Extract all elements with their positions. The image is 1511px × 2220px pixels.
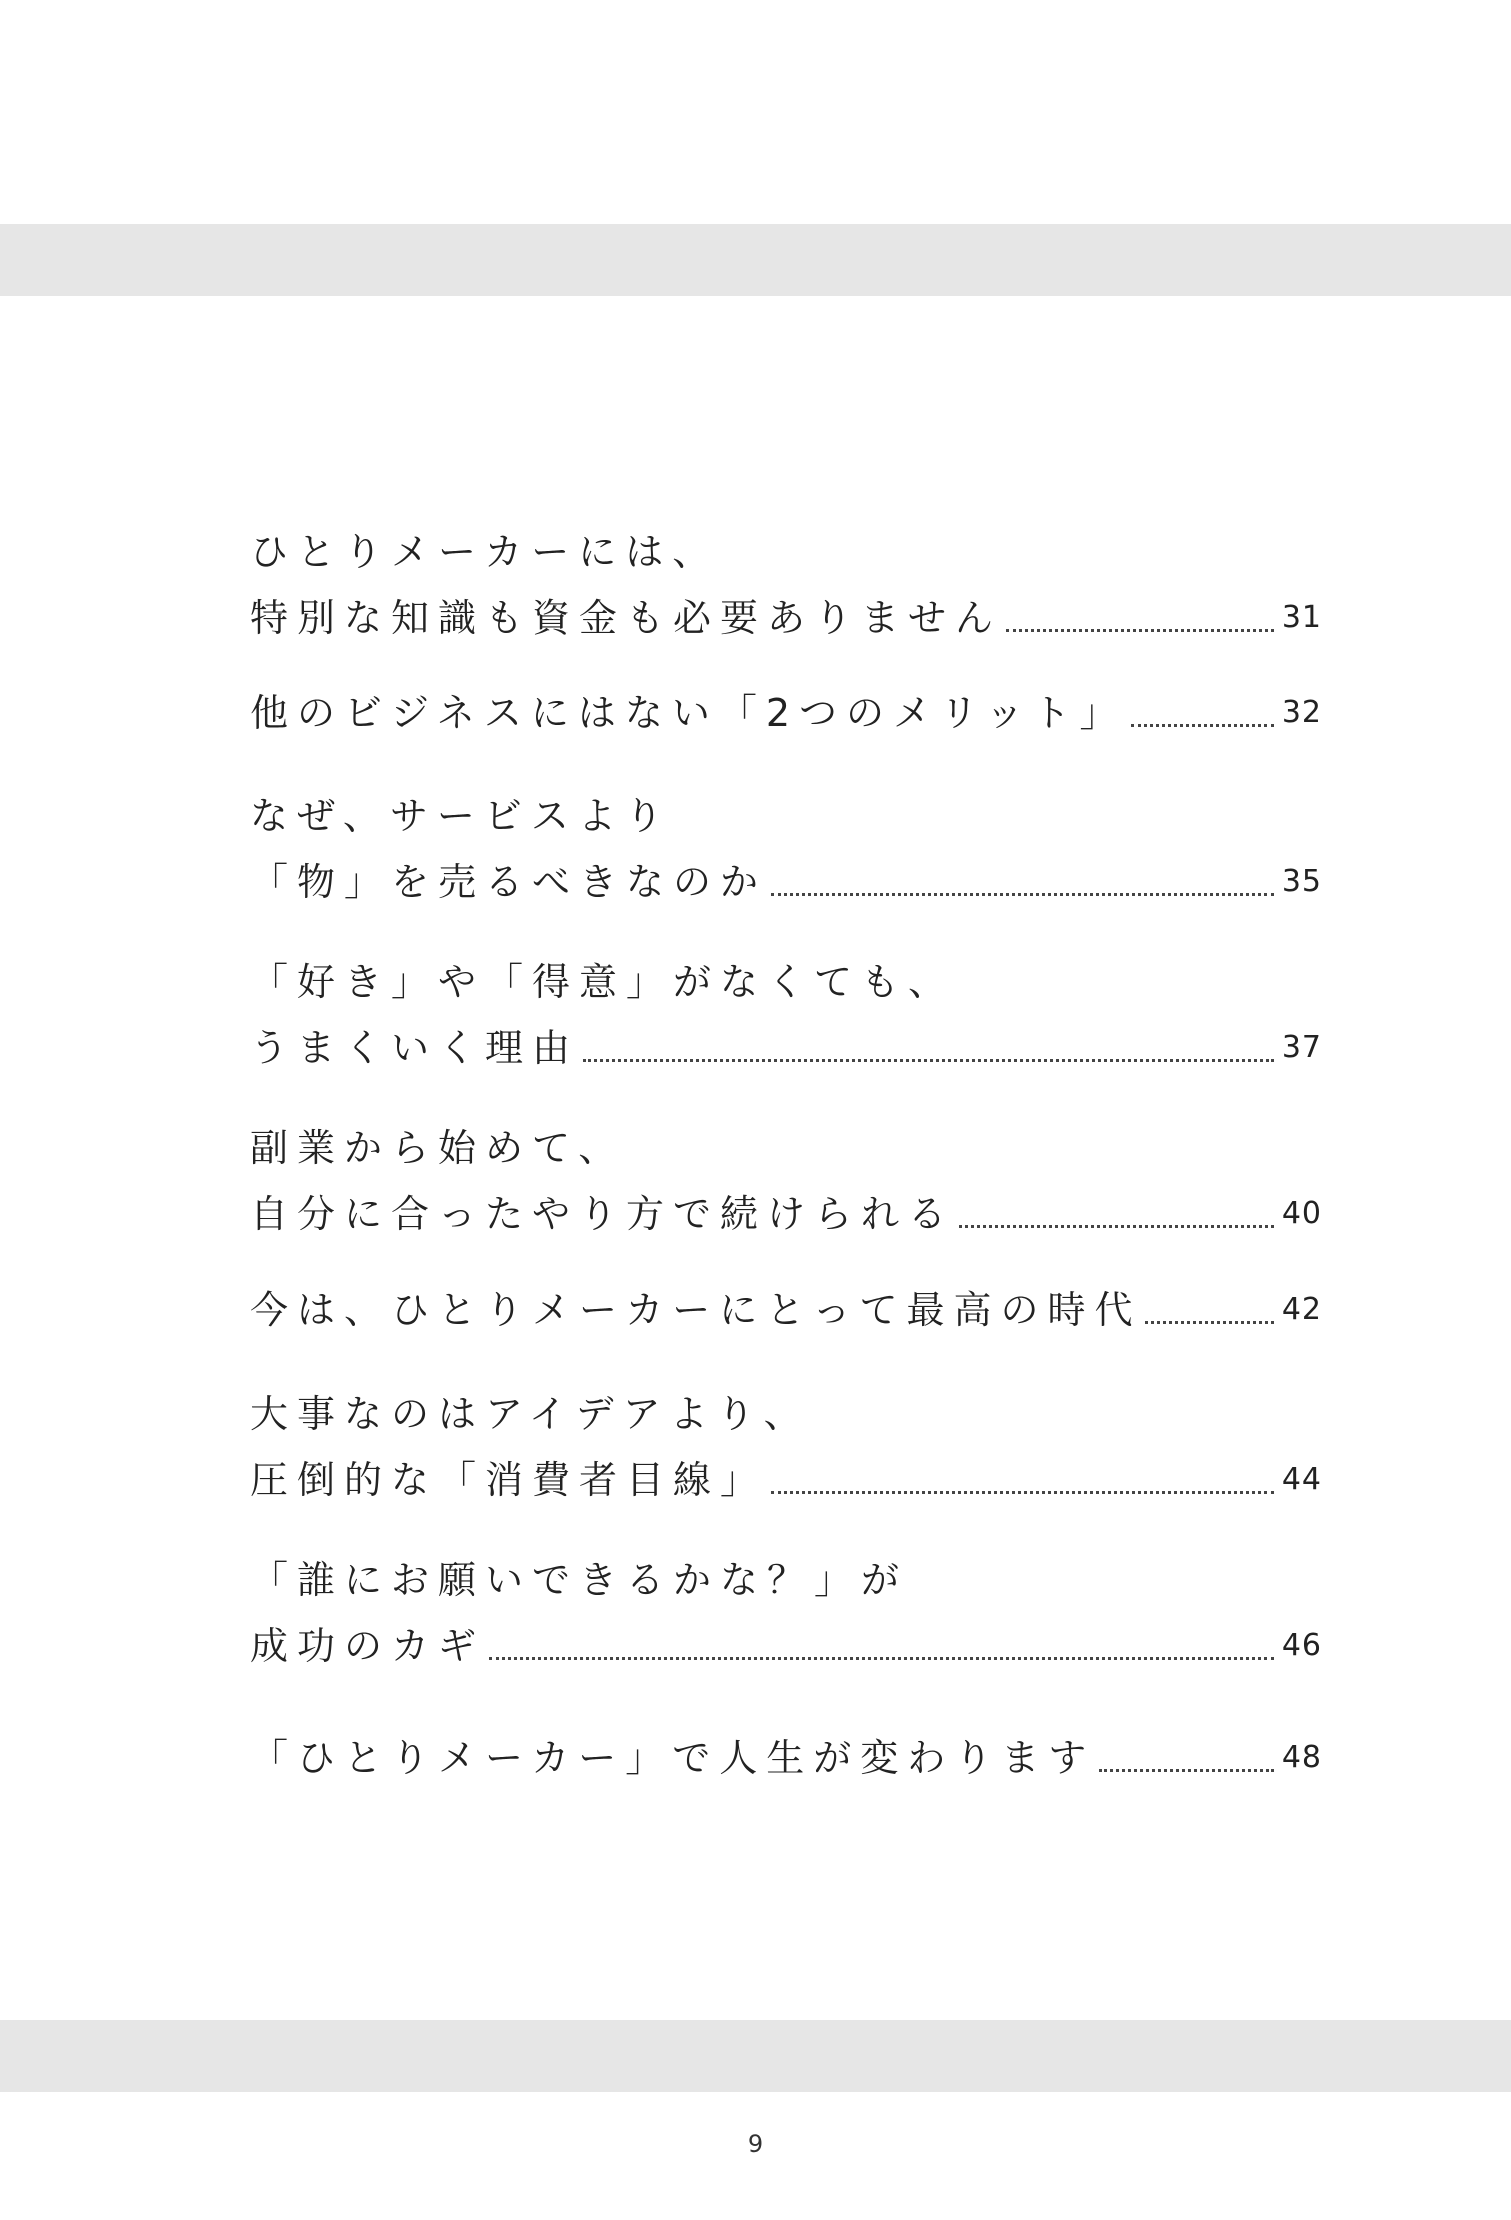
toc-entry-line (250, 1120, 1322, 1176)
toc-entry-title: 「好き」や「得意」がなくても、 (250, 960, 956, 1004)
toc-entry[interactable] (250, 1120, 1322, 1242)
toc-entry[interactable] (250, 1386, 1322, 1508)
toc-entry-line (250, 1730, 1322, 1786)
dot-leader (489, 1657, 1274, 1660)
toc-entry-title: 圧倒的な「消費者目線」 (250, 1458, 768, 1502)
toc-entry-line (250, 1282, 1322, 1338)
toc-entry-title: なぜ、サービスより (250, 794, 672, 838)
toc-entry-line (250, 1452, 1322, 1508)
toc-page-number: 44 (1281, 1462, 1322, 1497)
dot-leader (959, 1225, 1274, 1228)
toc-entry[interactable] (250, 1552, 1322, 1674)
toc-entry-title: ひとりメーカーには、 (250, 530, 720, 574)
toc-entry[interactable] (250, 685, 1322, 741)
toc-entry-line (250, 1186, 1322, 1242)
toc-entry-line (250, 524, 1322, 580)
toc-entry-title: 特別な知識も資金も必要ありません (250, 596, 1003, 640)
toc-entry[interactable] (250, 1730, 1322, 1786)
toc-entry-title: うまくいく理由 (250, 1026, 580, 1070)
page-number: 9 (747, 2130, 764, 2158)
toc-entry-line (250, 685, 1322, 741)
toc-entry-title: 成功のカギ (250, 1624, 486, 1668)
dot-leader (583, 1059, 1274, 1062)
toc-entry-line (250, 590, 1322, 646)
dot-leader (771, 1491, 1274, 1494)
toc-page-number: 31 (1281, 600, 1322, 635)
toc-entry-title: 「物」を売るべきなのか (250, 860, 768, 904)
toc-entry-title: 自分に合ったやり方で続けられる (250, 1192, 956, 1236)
toc-entry-line (250, 1552, 1322, 1608)
dot-leader (771, 893, 1274, 896)
toc-entry-line (250, 1386, 1322, 1442)
toc-entry-line (250, 854, 1322, 910)
dot-leader (1006, 629, 1274, 632)
footer-band (0, 2020, 1511, 2092)
toc-entry-line (250, 788, 1322, 844)
header-band (0, 224, 1511, 296)
toc-entry-title: 他のビジネスにはない「2つのメリット」 (250, 691, 1127, 735)
toc-page-number: 32 (1281, 695, 1322, 730)
toc-page-number: 37 (1281, 1030, 1322, 1065)
toc-entry-title: 副業から始めて、 (250, 1126, 626, 1170)
toc-page-number: 48 (1281, 1740, 1322, 1775)
toc-page-number: 40 (1281, 1196, 1322, 1231)
dot-leader (1145, 1321, 1273, 1324)
toc-entry[interactable] (250, 954, 1322, 1076)
toc-entry-title: 「誰にお願いできるかな？」が (250, 1558, 909, 1602)
toc-entry-line (250, 954, 1322, 1010)
toc-entry-title: 「ひとりメーカー」で人生が変わります (250, 1736, 1096, 1780)
toc-entry-title: 大事なのはアイデアより、 (250, 1392, 811, 1436)
toc-page-number: 35 (1281, 864, 1322, 899)
toc-entry[interactable] (250, 788, 1322, 910)
toc-entry-line (250, 1020, 1322, 1076)
toc-entry[interactable] (250, 1282, 1322, 1338)
toc-entry[interactable] (250, 524, 1322, 646)
toc-entry-title: 今は、ひとりメーカーにとって最高の時代 (250, 1288, 1142, 1332)
toc-entry-line (250, 1618, 1322, 1674)
dot-leader (1131, 724, 1274, 727)
dot-leader (1099, 1769, 1274, 1772)
toc-page-number: 42 (1281, 1292, 1322, 1327)
toc-page-number: 46 (1281, 1628, 1322, 1663)
